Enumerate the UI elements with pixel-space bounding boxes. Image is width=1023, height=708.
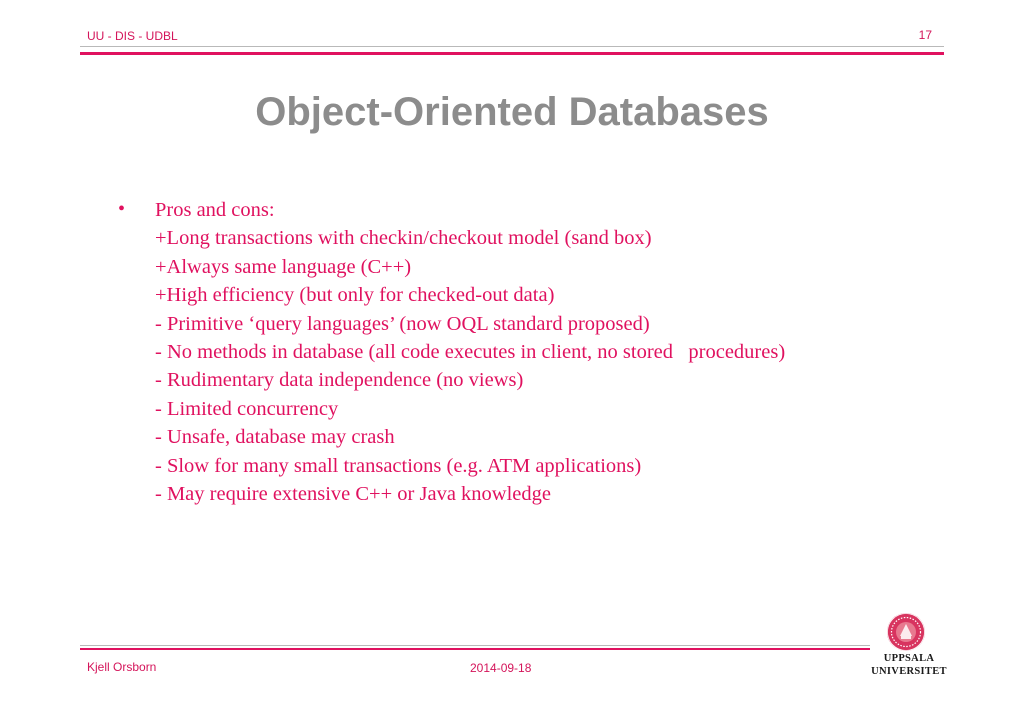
con-item: - Limited concurrency <box>155 397 339 420</box>
con-item: - Rudimentary data independence (no views) <box>155 369 524 392</box>
header-course-label: UU - DIS - UDBL <box>87 29 178 43</box>
footer-divider-accent <box>80 648 870 650</box>
pro-item: +Long transactions with checkin/checkout model (sand box) <box>155 227 652 250</box>
con-item: - Unsafe, database may crash <box>155 426 395 449</box>
bullet-marker: • <box>118 198 126 220</box>
con-item: - May require extensive C++ or Java knowledge <box>155 483 551 506</box>
con-item: - No methods in database (all code executes in client, no stored procedures) <box>155 341 786 364</box>
slide-title: Object-Oriented Databases <box>255 90 769 134</box>
con-item: - Primitive ‘query languages’ (now OQL standard proposed) <box>155 312 650 335</box>
uppsala-university-seal-icon <box>886 612 926 652</box>
logo-text-universitet: UNIVERSITET <box>871 666 947 677</box>
pro-item: +Always same language (C++) <box>155 255 412 278</box>
bullet-heading: Pros and cons: <box>155 199 275 221</box>
bullet-content <box>155 196 935 508</box>
footer-date: 2014-09-18 <box>470 661 532 675</box>
page-number: 17 <box>918 28 932 42</box>
university-logo <box>870 612 948 682</box>
header-divider-accent <box>80 52 944 55</box>
con-item: - Slow for many small transactions (e.g. ATM applications) <box>155 454 642 477</box>
header-divider-grey <box>80 46 944 47</box>
pro-item: +High efficiency (but only for checked-out data) <box>155 284 555 307</box>
logo-text-uppsala: UPPSALA <box>883 653 935 664</box>
footer-author: Kjell Orsborn <box>87 660 157 674</box>
footer-divider-grey <box>80 645 870 646</box>
